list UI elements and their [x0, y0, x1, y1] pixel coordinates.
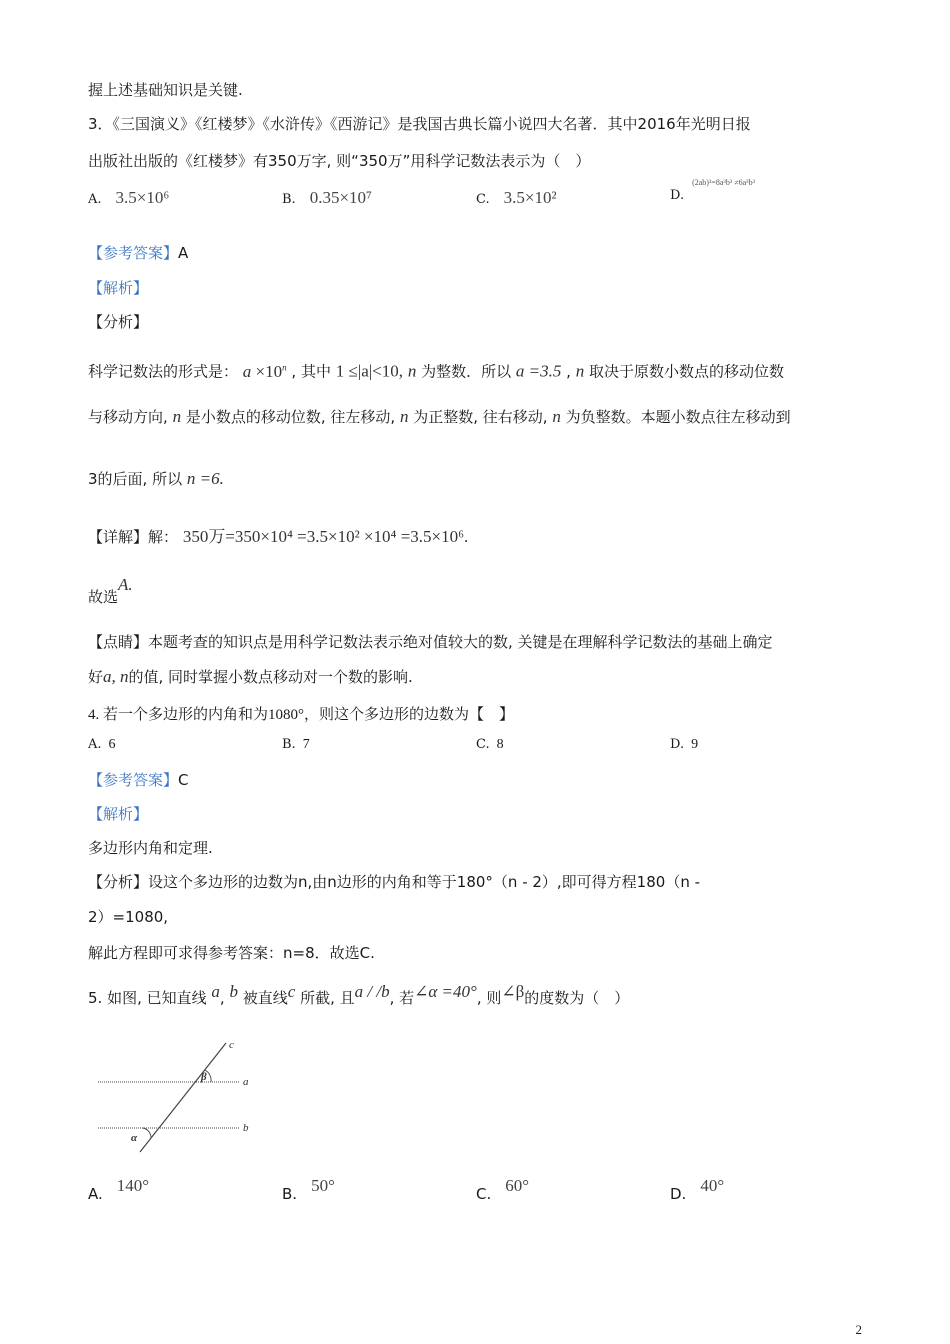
q3-option-b[interactable]	[282, 188, 372, 208]
option-value: (2ab)³=8a³b³ ≠6a³b³	[692, 178, 755, 187]
detail-label: 【详解】	[88, 528, 149, 546]
q3-option-c[interactable]	[476, 188, 557, 208]
text: 是小数点的移动位数, 往左移动,	[185, 408, 396, 426]
q5-option-a[interactable]	[88, 1176, 150, 1203]
page-number: 2	[855, 1322, 862, 1337]
formula: a =3.5	[515, 361, 562, 381]
label-beta: β	[201, 1071, 207, 1083]
q3-detail	[88, 527, 468, 547]
option-value: 7	[302, 737, 310, 752]
formula: n =6.	[186, 469, 224, 488]
q3-analysis-line-2	[88, 407, 791, 427]
text: 所截, 且	[300, 989, 355, 1007]
text: 科学记数法的形式是：	[88, 362, 239, 381]
q3-dianjing-line-2	[88, 667, 413, 687]
option-label: A.	[88, 737, 102, 752]
answer-label: 【参考答案】	[88, 771, 179, 789]
variable: n	[407, 361, 417, 381]
variable: n	[552, 407, 561, 426]
q4-topic: 多边形内角和定理.	[88, 839, 213, 857]
q4-analysis-line-3: 解此方程即可求得参考答案：n=8．故选C.	[88, 944, 375, 962]
q4-analysis-line-1: 【分析】设这个多边形的边数为n,由n边形的内角和等于180°（n - 2）,即可得方程180（n -	[88, 873, 701, 891]
answer-value: C	[178, 771, 189, 789]
text: ,	[219, 989, 225, 1007]
option-label: B.	[282, 192, 296, 207]
label-b: b	[243, 1122, 249, 1134]
variable: c	[287, 982, 296, 1001]
text: 故选	[88, 588, 119, 606]
option-value: 0.35×10⁷	[309, 188, 372, 207]
answer-label: 【参考答案】	[88, 244, 179, 262]
variable: n	[172, 407, 182, 426]
text: 好	[88, 668, 104, 686]
variable: b	[229, 982, 238, 1001]
q3-analysis-line-1	[88, 357, 784, 382]
q3-fenxi-heading: 【分析】	[88, 313, 149, 331]
option-label: C.	[476, 1185, 492, 1203]
q5-option-b[interactable]	[282, 1176, 335, 1203]
option-label: B.	[282, 737, 296, 752]
text: ,	[566, 362, 571, 381]
text: 取决于原数小数点的移动位数	[589, 362, 785, 381]
variable: n	[399, 407, 409, 426]
q4-analysis-line-2: 2）=1080,	[88, 908, 169, 926]
choice-value: A.	[118, 575, 133, 594]
formula: 1 ≤|a|<10,	[335, 361, 404, 381]
option-value: 3.5×10²	[503, 188, 557, 207]
text: 解：	[148, 528, 179, 546]
text: 被直线	[242, 989, 288, 1007]
text: 为负整数。本题小数点往左移动到	[565, 408, 791, 426]
formula: a / /b	[354, 982, 390, 1001]
text: 与移动方向,	[88, 408, 168, 426]
q3-option-a[interactable]	[88, 188, 169, 208]
text: , 则	[476, 989, 502, 1007]
text: 为整数．所以	[421, 362, 512, 381]
q3-dianjing-line-1: 【点睛】本题考查的知识点是用科学记数法表示绝对值较大的数, 关键是在理解科学记数法的基础上确定	[88, 633, 773, 651]
formula: $a \times 10^n$	[242, 361, 287, 381]
q4-option-b[interactable]	[282, 737, 310, 753]
text: 的值, 同时掌握小数点移动对一个数的影响.	[128, 668, 413, 686]
line-c	[140, 1043, 226, 1152]
text-line: 握上述基础知识是关键.	[88, 81, 243, 99]
question-3-text: 3．《三国演义》《红楼梦》《水浒传》《西游记》是我国古典长篇小说四大名著．其中2016年光明日报	[88, 115, 751, 133]
option-value: 50°	[311, 1176, 335, 1195]
variable: a	[211, 982, 220, 1001]
q3-choose	[88, 575, 133, 607]
text: , 其中	[291, 362, 331, 381]
answer-value: A	[178, 244, 189, 262]
q4-option-c[interactable]	[476, 737, 504, 753]
option-value: 140°	[116, 1176, 150, 1195]
variables: a, n	[103, 667, 129, 686]
variable: n	[575, 361, 585, 381]
option-value: 6	[108, 737, 116, 752]
option-label: D.	[670, 1185, 687, 1203]
q5-option-c[interactable]	[476, 1176, 530, 1203]
label-alpha: α	[131, 1132, 138, 1144]
q4-option-a[interactable]	[88, 737, 116, 753]
formula: ∠β	[501, 982, 525, 1001]
question-5-text	[88, 982, 630, 1008]
formula: 350万=350×10⁴ =3.5×10² ×10⁴ =3.5×10⁶.	[182, 527, 469, 546]
q4-jiexi-heading: 【解析】	[88, 805, 149, 823]
parallel-lines-figure	[95, 1040, 265, 1155]
option-label: D.	[670, 737, 685, 752]
option-label: A.	[88, 1185, 103, 1203]
option-label: D.	[670, 188, 685, 203]
option-label: B.	[282, 1185, 298, 1203]
q4-answer	[88, 770, 189, 790]
option-value: 40°	[700, 1176, 725, 1195]
text: 3的后面, 所以	[88, 470, 183, 488]
option-label: C.	[476, 192, 490, 207]
option-label: A.	[88, 192, 102, 207]
option-value: 3.5×10⁶	[115, 188, 170, 207]
option-value: 8	[496, 737, 504, 752]
question-4-text: 4. 若一个多边形的内角和为1080°，则这个多边形的边数为【 】	[88, 707, 515, 723]
angle-alpha-arc	[143, 1128, 151, 1138]
option-value: 60°	[505, 1176, 530, 1195]
q4-option-d[interactable]	[670, 737, 698, 753]
q3-analysis-line-3	[88, 469, 224, 489]
label-c: c	[229, 1040, 234, 1051]
q3-jiexi-heading: 【解析】	[88, 279, 149, 297]
option-label: C.	[476, 737, 490, 752]
formula: ∠α =40°	[414, 982, 477, 1001]
text: 为正整数, 往右移动,	[413, 408, 548, 426]
q5-option-d[interactable]	[670, 1176, 725, 1203]
option-value: 9	[691, 737, 699, 752]
text: , 若	[389, 989, 415, 1007]
text: 5. 如图, 已知直线	[88, 989, 207, 1007]
q3-answer	[88, 243, 188, 263]
text: 的度数为（ ）	[524, 989, 630, 1007]
label-a: a	[243, 1076, 249, 1088]
question-3-text-cont: 出版社出版的《红楼梦》有350万字, 则“350万”用科学记数法表示为（ ）	[88, 152, 591, 170]
